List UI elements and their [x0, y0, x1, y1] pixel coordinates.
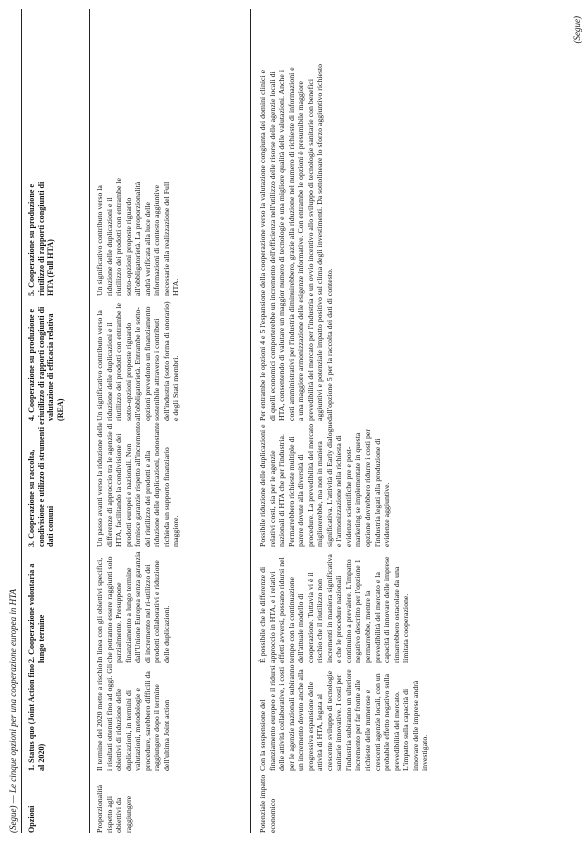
row-separator — [250, 9, 251, 833]
cell-impatto-raccolta: Possibile riduzione delle duplicazioni e relativi costi, sia per le agenzie nazionali di HTA che per l'industria. Permarrebbero richieste multiple di parere dovute alla diversità di procedure. La prevedibilità del mercato migliorerebbe, ma non in maniera significativa. L'attività di Early dialogue e l'armonizzazione nella richiesta di evidenze scientifiche pre e post-marketing se implementate in questa opzione dovrebbero ridurre i costi per l'industria legati alla produzione di evidenze aggiuntive. — [258, 421, 392, 547]
cell-proporzionalita-raccolta: Un passo avanti verso la riduzione delle differenze di approccio tra le agenzie di HTA, facilitando la condivisione dei prodotti europei e nazionali. Non fornisce garanzie rispetto all'incremento del riutilizzo dei prodotti e alla riduzione delle duplicazioni, nonostante richieda un supporto finanziario maggiore. — [95, 421, 181, 547]
continued-note: (Segue) — [572, 16, 582, 44]
row-label-proporzionalita: Proporzionalità rispetto agli obiettivi da raggiungere — [95, 784, 133, 833]
cell-proporzionalita-volontaria: In linea con gli obiettivi specifici, che potranno essere raggiunti solo parzialmente. Presuppone finanziamento a lungo termine dall'Unione Europea senza garanzia di incremento nel ri-utilizzo dei prodotti collaborativi e riduzione delle duplicazioni. — [95, 551, 171, 663]
cell-impatto-volontaria: È possibile che le differenze di approccio in HTA, e i relativi effetti avversi, possano ridursi nel tempo con la continuazione dell'attuale modello di cooperazione. Tuttavia vi è il rischio che il riutilizzo non incrementi in maniera significativa e che le procedure nazionali continuino a prevalere. L'impatto negativo descritto per l'opzione 1 permarrebbe, mentre la prevedibilità del mercato e la capacità di innovare delle imprese rimarrebbero ostacolate da una limitata cooperazione. — [258, 554, 411, 663]
header-full-hta: 5. Cooperazione su produzione e riutilizzo di rapporti congiunti di HTA (Full HTA) — [27, 181, 56, 296]
top-rule — [21, 9, 22, 833]
cell-proporzionalita-rea: Un significativo contributo verso la riduzione delle duplicazioni e il riutilizzo dei prodotti con entrambe le sotto-opzioni proposte riguardo all'obbligatorietà. Entrambe le sotto-opzioni prevedono un finanziamento sostenibile attraverso i contributi dell'industria (sotto forma di onorario) e degli Stati membri. — [95, 301, 181, 421]
table-caption: (Segue) — Le cinque opzioni per una cooperazione europea in HTA — [8, 589, 18, 833]
header-rea: 4. Cooperazione su produzione e riutilizzo di rapporti congiunti di valutazione di efficacia relativa (REA) — [27, 306, 66, 421]
header-opzioni: Opzioni — [27, 805, 36, 833]
row-label-impatto-economico: Potenziale impatto economico — [258, 774, 277, 833]
cell-impatto-status-quo: Con la sospensione del finanziamento europeo e il ridursi delle attività collaborative, i costi per le agenzie nazionali subiranno un incremento dovuto anche alla progressiva espansione delle attività di HTA, legata al crescente sviluppo di tecnologie sanitarie innovative. I costi per l'industria subiranno un ulteriore incremento per far fronte alle richieste delle numerose e crescenti agenzie locali, con un probabile effetto negativo sulla prevedibilità del mercato. L'impatto sulla capacità di innovare delle imprese andrà investigato. — [258, 664, 430, 771]
header-status-quo: 1. Status quo (Joint Action fino al 2020) — [27, 663, 46, 771]
cell-proporzionalita-full-hta: Un significativo contributo verso la riduzione delle duplicazioni e il riutilizzo dei prodotti con entrambe le sotto-opzioni proposte riguardo all'obbligatorietà. La proporzionalità andrà verificata alla luce delle informazioni di contesto aggiuntive necessarie alla realizzazione del Full HTA. — [95, 178, 181, 296]
cell-impatto-rea-full-hta: Per entrambe le opzioni 4 e 5 l'espansione della cooperazione verso la valutazione congiunta dei domini clinici e di quelli economici comporterebbe un incremento dell'efficienza nell'utilizzo delle risorse delle agenzie locali di HTA, consentendo di valutare un maggior numero di tecnologie e una migliore qualità delle valutazioni. Anche i costi amministrativi per l'industria diminuirebbero, grazie alla riduzione nel numero di richieste di informazioni e a una maggiore armonizzazione delle esigenze informative. Con entrambe le opzioni è presumibile maggiore prevedibilità del mercato per l'industria e un ovvio incentivo allo sviluppo di tecnologie sanitarie con benefici aggiuntivi e potenziale impatto positivo sul clima degli investimenti. Da sottolineare lo sforzo aggiuntivo richiesto dall'opzione 5 per la raccolta dei dati di contesto. — [258, 63, 334, 421]
header-rule — [89, 9, 90, 833]
header-volontaria: 2. Cooperazione volontaria a lungo termine — [27, 563, 46, 663]
header-raccolta: 3. Cooperazione su raccolta, condivisione e utilizzo di strumenti e dati comuni — [27, 421, 56, 547]
cell-proporzionalita-status-quo: Il termine del 2020 mette a rischio i risultati ottenuti fino ad oggi. Gli obiettivi di riduzione delle duplicazioni, in termini di valutazioni, metodologie e procedure, sarebbero difficili da raggiungere dopo il termine dell'ultima Joint action — [95, 663, 171, 771]
